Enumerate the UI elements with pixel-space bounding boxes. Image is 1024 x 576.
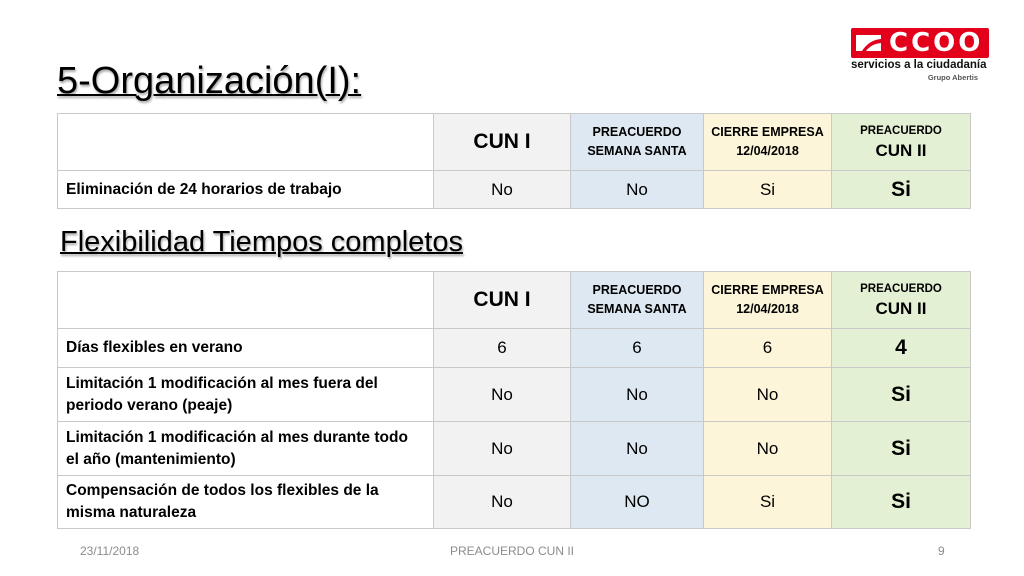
header-empty-cell: [58, 272, 434, 329]
row-label: Limitación 1 modificación al mes durante todo el año (mantenimiento): [58, 422, 434, 476]
cell-cun1: No: [434, 368, 571, 422]
cell-preacuerdo-ss: No: [571, 422, 704, 476]
cell-preacuerdo-ss: NO: [571, 476, 704, 529]
cell-preacuerdo-ss: No: [571, 171, 704, 209]
cell-cun2: 4: [832, 329, 971, 368]
logo-group: Grupo Abertis: [927, 73, 978, 82]
logo-tagline: servicios a la ciudadanía: [851, 59, 987, 71]
page-title: 5-Organización(I):: [57, 60, 362, 102]
cell-cun1: No: [434, 476, 571, 529]
cell-cierre: No: [704, 368, 832, 422]
header-cun1: CUN I: [434, 272, 571, 329]
header-cierre-line2: 12/04/2018: [736, 302, 799, 316]
cell-preacuerdo-ss: 6: [571, 329, 704, 368]
row-label: Compensación de todos los flexibles de la misma naturaleza: [58, 476, 434, 529]
header-preacuerdo-ss: [571, 114, 704, 171]
header-preacuerdo-ss-line2: SEMANA SANTA: [587, 144, 687, 158]
cell-cun2: Si: [832, 368, 971, 422]
table-row: [58, 422, 971, 476]
header-preacuerdo-ss-line2: SEMANA SANTA: [587, 302, 687, 316]
header-preacuerdo-cun2: [832, 272, 971, 329]
header-cun2-line1: PREACUERDO: [860, 125, 942, 137]
footer-page-number: 9: [938, 544, 945, 558]
cell-cun1: No: [434, 422, 571, 476]
ccoo-logo: [851, 28, 989, 83]
ccoo-emblem-icon: [854, 31, 884, 55]
table-row: [58, 171, 971, 209]
table-header-row: [58, 272, 971, 329]
cell-cun1: No: [434, 171, 571, 209]
footer-center-text: PREACUERDO CUN II: [449, 544, 574, 558]
header-cun2-line2: CUN II: [875, 299, 927, 318]
cell-cun2: Si: [832, 171, 971, 209]
header-cierre-empresa: [704, 272, 832, 329]
cell-cierre: Si: [704, 171, 832, 209]
footer-date: 23/11/2018: [80, 544, 140, 558]
table-eliminacion-horarios: [57, 113, 971, 209]
header-preacuerdo-ss-line1: PREACUERDO: [592, 125, 682, 139]
cell-cierre: Si: [704, 476, 832, 529]
logo-brand-box: [851, 28, 989, 58]
row-label: Días flexibles en verano: [58, 329, 434, 368]
cell-cun1: 6: [434, 329, 571, 368]
table-row: [58, 329, 971, 368]
table-flexibilidad: [57, 271, 971, 529]
header-cierre-line1: CIERRE EMPRESA: [711, 283, 824, 297]
row-label: Limitación 1 modificación al mes fuera del periodo verano (peaje): [58, 368, 434, 422]
cell-cierre: 6: [704, 329, 832, 368]
header-preacuerdo-cun2: [832, 114, 971, 171]
table-row: [58, 476, 971, 529]
section-subtitle: Flexibilidad Tiempos completos: [60, 226, 463, 258]
cell-cun2: Si: [832, 422, 971, 476]
row-label: Eliminación de 24 horarios de trabajo: [58, 171, 434, 209]
logo-brand-text: CCOO: [889, 28, 984, 58]
cell-preacuerdo-ss: No: [571, 368, 704, 422]
header-cierre-line2: 12/04/2018: [736, 144, 799, 158]
header-cierre-line1: CIERRE EMPRESA: [711, 125, 824, 139]
header-preacuerdo-ss-line1: PREACUERDO: [592, 283, 682, 297]
header-preacuerdo-ss: [571, 272, 704, 329]
cell-cun2: Si: [832, 476, 971, 529]
cell-cierre: No: [704, 422, 832, 476]
table-row: [58, 368, 971, 422]
header-cun2-line1: PREACUERDO: [860, 283, 942, 295]
table-header-row: [58, 114, 971, 171]
header-cun1: CUN I: [434, 114, 571, 171]
header-cierre-empresa: [704, 114, 832, 171]
header-empty-cell: [58, 114, 434, 171]
header-cun2-line2: CUN II: [875, 141, 927, 160]
